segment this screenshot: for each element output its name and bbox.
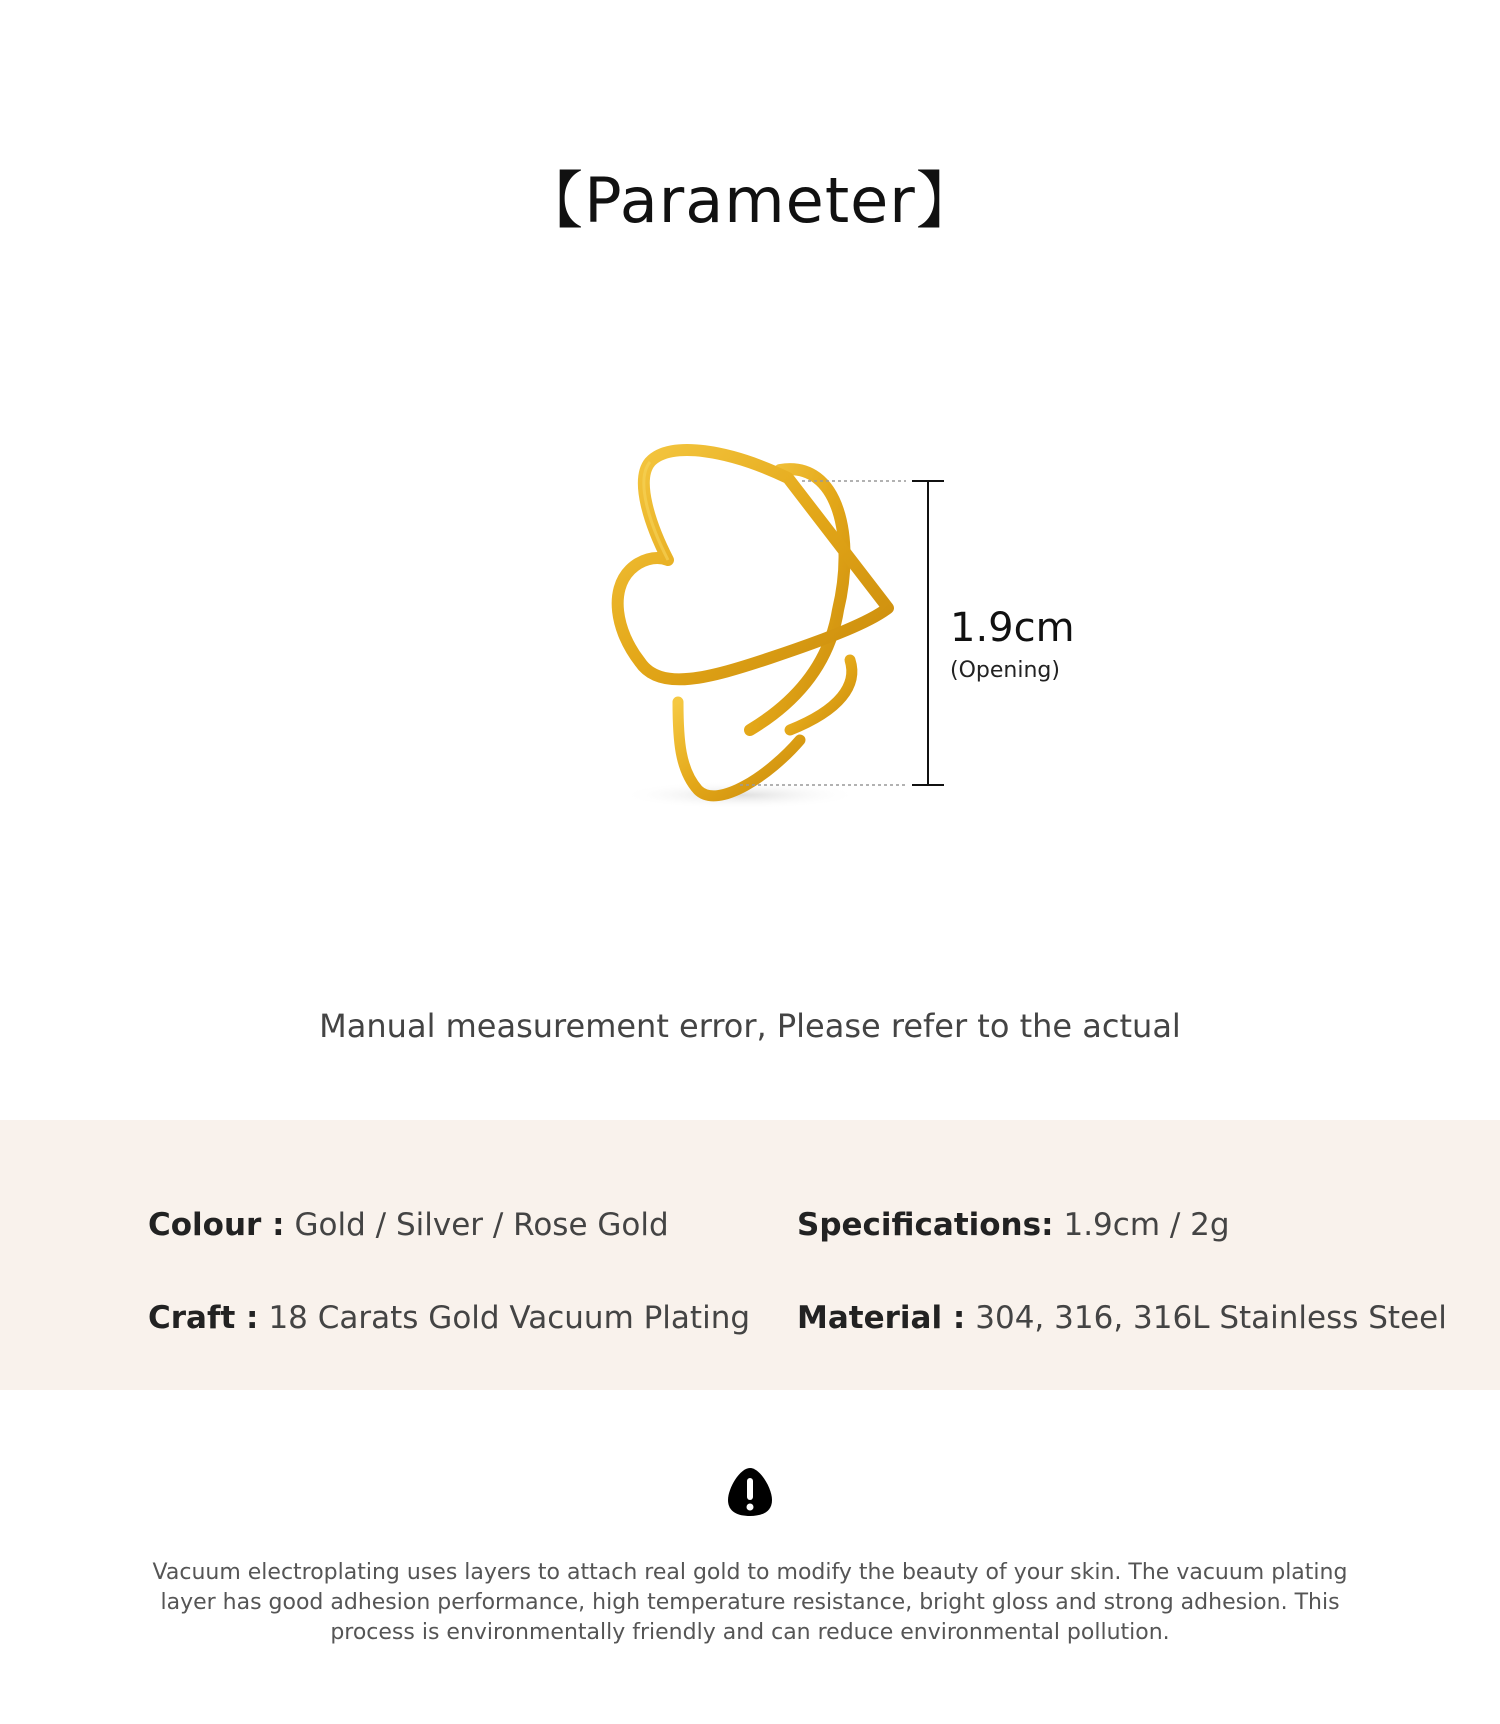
plating-description: Vacuum electroplating uses layers to attach real gold to modify the beauty of your skin. The vacuum plating layer has good adhesion performance, high temperature resistance, bright gloss and strong adhesion. This process is environmentally friendly and can reduce environmental pollution. bbox=[152, 1560, 1348, 1645]
spec-material-label: Material : bbox=[797, 1300, 966, 1336]
spec-material-value: 304, 316, 316L Stainless Steel bbox=[975, 1300, 1447, 1336]
spec-material bbox=[797, 1300, 1447, 1336]
spec-craft-label: Craft : bbox=[148, 1300, 259, 1336]
measurement-note: Manual measurement error, Please refer to the actual bbox=[319, 1007, 1181, 1045]
warning-icon bbox=[726, 1466, 774, 1518]
page-title: 【Parameter】 bbox=[521, 164, 979, 237]
spec-band bbox=[0, 1120, 1500, 1390]
spec-specifications bbox=[797, 1207, 1230, 1243]
dimension-note: (Opening) bbox=[950, 658, 1060, 683]
dimension-value: 1.9cm bbox=[950, 605, 1075, 651]
spec-colour-value: Gold / Silver / Rose Gold bbox=[294, 1207, 669, 1243]
spec-specifications-value: 1.9cm / 2g bbox=[1063, 1207, 1230, 1243]
spec-craft bbox=[148, 1300, 751, 1336]
spec-craft-value: 18 Carats Gold Vacuum Plating bbox=[268, 1300, 751, 1336]
ring-product-image bbox=[540, 430, 960, 890]
spec-colour bbox=[148, 1207, 669, 1243]
spec-specifications-label: Specifications: bbox=[797, 1207, 1054, 1243]
spec-colour-label: Colour : bbox=[148, 1207, 285, 1243]
